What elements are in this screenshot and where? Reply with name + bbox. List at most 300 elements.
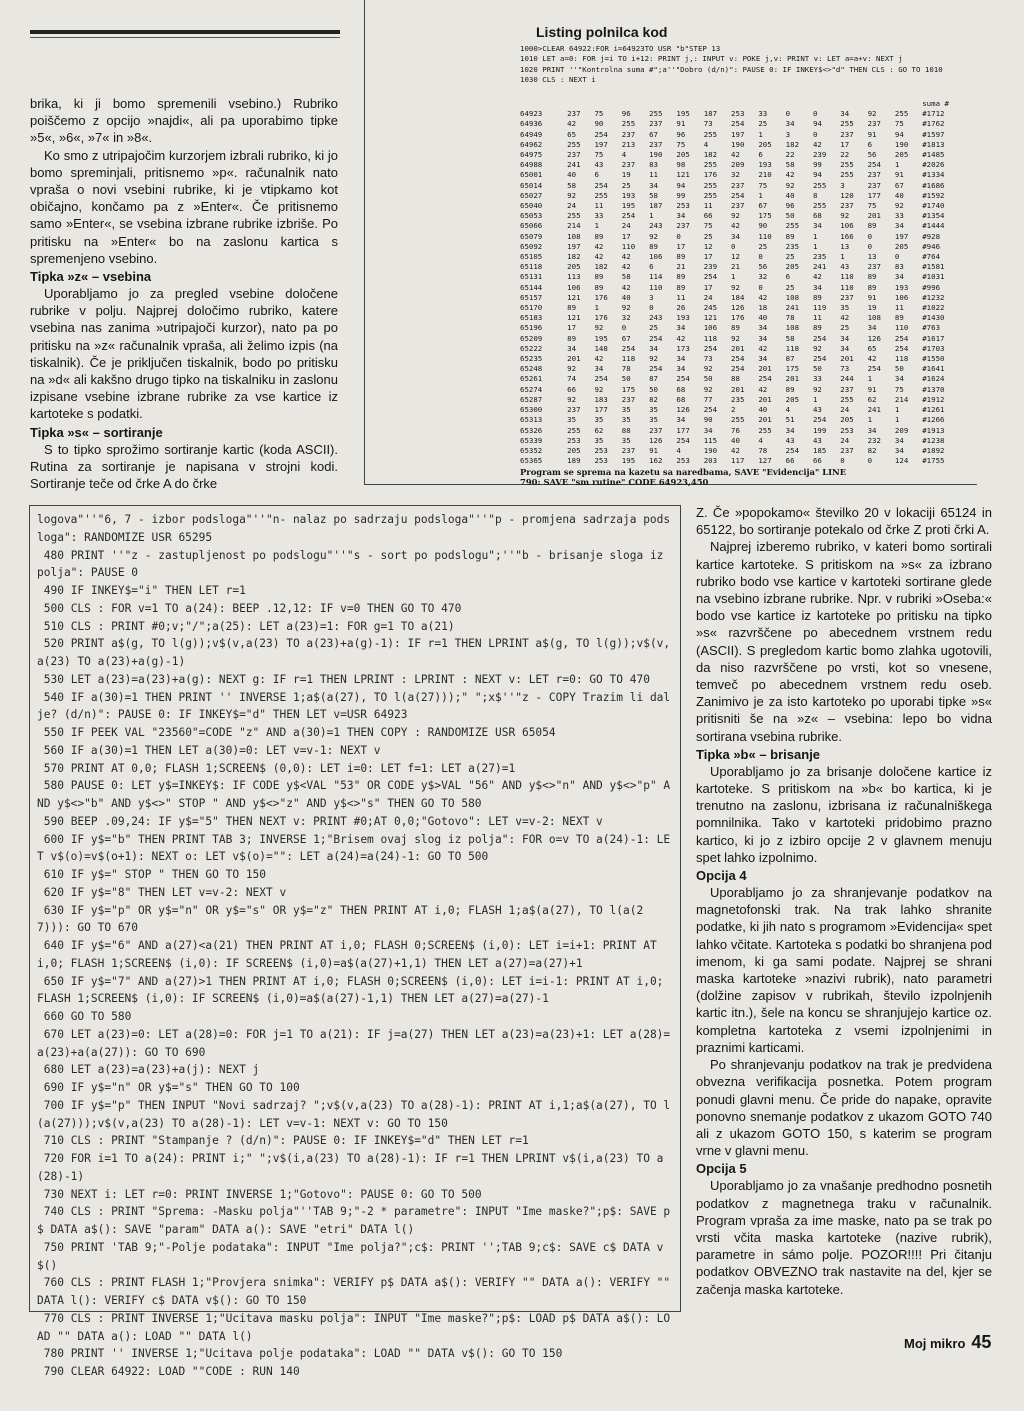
byte-cell: 254	[731, 190, 745, 200]
byte-cell: 253	[594, 456, 608, 466]
byte-cell: 197	[731, 129, 745, 139]
byte-cell: 254	[594, 374, 608, 384]
byte-cell: 94	[812, 119, 822, 129]
byte-cell: 42	[594, 241, 604, 251]
byte-cell: 148	[594, 343, 608, 353]
listing-footer-line: Program se sprema na kazetu sa naredbama, SAVE "Evidencija" LINE	[520, 467, 847, 477]
byte-cell: 78	[785, 313, 795, 323]
byte-cell: 237	[621, 160, 636, 170]
byte-cell: 210	[758, 170, 772, 180]
byte-cell: 4	[758, 435, 763, 445]
address-cell: 65352	[520, 445, 543, 455]
code-line: 620 IF y$="8" THEN LET v=v-2: NEXT v	[37, 885, 287, 899]
byte-cell: 255	[812, 201, 827, 211]
byte-cell: 89	[676, 282, 686, 292]
table-row	[520, 191, 972, 201]
address-cell: 65144	[520, 282, 543, 292]
byte-cell: 175	[621, 384, 636, 394]
byte-cell: 205	[785, 394, 800, 404]
byte-cell: 1	[840, 252, 845, 262]
byte-cell: 34	[785, 425, 795, 435]
address-cell: 65300	[520, 405, 543, 415]
byte-cell: 32	[758, 272, 768, 282]
byte-cell: 75	[594, 109, 604, 119]
byte-cell: 121	[567, 313, 581, 323]
byte-cell: 96	[785, 201, 795, 211]
byte-cell: 190	[703, 445, 718, 455]
byte-cell: 237	[840, 292, 854, 302]
section-heading: Opcija 4	[696, 868, 747, 884]
byte-cell: 237	[649, 425, 663, 435]
byte-cell: 66	[785, 456, 795, 466]
byte-cell: 89	[867, 282, 877, 292]
byte-cell: 237	[567, 150, 581, 160]
byte-cell: 92	[703, 384, 713, 394]
byte-cell: 19	[867, 303, 877, 313]
address-cell: 65118	[520, 262, 543, 272]
byte-cell: 34	[894, 221, 904, 231]
address-cell: 65183	[520, 313, 543, 323]
byte-cell: 255	[621, 119, 636, 129]
byte-cell: 42	[621, 262, 631, 272]
byte-cell: 11	[894, 303, 904, 313]
table-row	[520, 446, 972, 456]
byte-cell: 201	[867, 211, 881, 221]
checksum-cell: #1892	[922, 445, 945, 455]
byte-cell: 89	[785, 384, 795, 394]
code-line: 490 IF INKEY$="i" THEN LET r=1	[37, 584, 246, 597]
byte-cell: 0	[785, 109, 791, 119]
byte-cell: 42	[867, 354, 877, 364]
byte-cell: 195	[594, 333, 608, 343]
byte-cell: 232	[867, 435, 881, 445]
byte-cell: 255	[567, 139, 581, 149]
byte-cell: 1	[731, 272, 736, 282]
byte-cell: 65	[567, 129, 577, 139]
address-cell: 64923	[520, 109, 543, 119]
byte-cell: 17	[621, 231, 631, 241]
byte-cell: 65	[867, 343, 877, 353]
byte-cell: 254	[676, 435, 690, 445]
byte-cell: 43	[812, 435, 822, 445]
table-row	[520, 252, 972, 262]
byte-cell: 91	[867, 384, 877, 394]
byte-cell: 6	[594, 170, 599, 180]
checksum-cell: #1624	[922, 374, 945, 384]
byte-cell: 253	[594, 445, 608, 455]
byte-cell: 205	[567, 262, 581, 272]
byte-cell: 42	[731, 221, 740, 231]
table-row	[520, 232, 972, 242]
byte-cell: 237	[621, 129, 636, 139]
byte-cell: 2	[731, 405, 736, 415]
byte-cell: 25	[758, 119, 768, 129]
basic-listing	[37, 511, 677, 1381]
listing-header-line: 1010 LET a=0: FOR j=i TO i+12: PRINT j,: INPUT v: POKE j,v: PRINT v: LET a=a+v: NEXT j	[520, 54, 903, 64]
byte-cell: 187	[649, 201, 663, 211]
byte-cell: 77	[703, 394, 713, 404]
byte-cell: 73	[703, 354, 713, 364]
byte-cell: 51	[785, 415, 795, 425]
byte-cell: 92	[731, 211, 740, 221]
byte-cell: 89	[649, 241, 659, 251]
byte-cell: 50	[812, 364, 822, 374]
byte-cell: 195	[676, 109, 690, 119]
byte-cell: 213	[621, 139, 636, 149]
byte-cell: 255	[840, 394, 854, 404]
table-row	[520, 283, 972, 293]
byte-cell: 17	[676, 241, 686, 251]
byte-cell: 40	[758, 405, 768, 415]
address-cell: 65274	[520, 384, 543, 394]
byte-cell: 254	[703, 405, 718, 415]
byte-cell: 244	[840, 374, 854, 384]
byte-cell: 25	[703, 231, 713, 241]
byte-cell: 197	[894, 231, 909, 241]
byte-cell: 254	[812, 333, 827, 343]
checksum-cell: #1238	[922, 435, 945, 445]
byte-cell: 199	[812, 425, 827, 435]
byte-cell: 68	[676, 394, 686, 404]
byte-cell: 40	[894, 190, 904, 200]
byte-cell: 34	[894, 374, 904, 384]
byte-cell: 193	[894, 282, 909, 292]
byte-cell: 89	[567, 333, 577, 343]
byte-cell: 253	[567, 435, 581, 445]
byte-cell: 201	[731, 384, 745, 394]
byte-cell: 34	[676, 211, 686, 221]
byte-cell: 89	[594, 272, 604, 282]
code-line: 580 PAUSE 0: LET y$=INKEY$: IF CODE y$<VAL "53" OR CODE y$>VAL "56" AND y$<>"n" AND y$<>"p" AND y$<>"b" AND y$<>" STOP " AND y$<>"z" AND y$<>"s" THEN GO TO 580	[37, 779, 671, 810]
address-cell: 65066	[520, 221, 543, 231]
byte-cell: 42	[676, 333, 686, 343]
byte-cell: 106	[703, 323, 718, 333]
byte-cell: 237	[840, 129, 854, 139]
byte-cell: 34	[594, 364, 604, 374]
byte-cell: 25	[649, 323, 659, 333]
checksum-cell: #1266	[922, 415, 945, 425]
byte-cell: 1	[894, 415, 900, 425]
address-cell: 65131	[520, 272, 543, 282]
byte-cell: 40	[731, 435, 740, 445]
byte-cell: 1	[894, 405, 900, 415]
byte-cell: 127	[758, 456, 772, 466]
address-cell: 65209	[520, 333, 543, 343]
listing-footer-line: 790: SAVE "sm rutine" CODE 64923,450	[520, 477, 709, 487]
byte-cell: 92	[703, 364, 713, 374]
byte-cell: 118	[894, 354, 909, 364]
byte-cell: 255	[567, 211, 581, 221]
byte-cell: 253	[676, 456, 690, 466]
byte-cell: 0	[840, 456, 845, 466]
byte-cell: 243	[649, 221, 663, 231]
byte-cell: 42	[785, 170, 795, 180]
address-cell: 65235	[520, 354, 543, 364]
byte-cell: 92	[812, 343, 822, 353]
byte-cell: 43	[785, 435, 795, 445]
address-cell: 65170	[520, 303, 543, 313]
machine-code-table	[520, 99, 972, 466]
byte-cell: 34	[758, 354, 768, 364]
byte-cell: 25	[785, 282, 795, 292]
byte-cell: 175	[758, 211, 772, 221]
byte-cell: 245	[703, 303, 718, 313]
address-cell: 65105	[520, 252, 543, 262]
byte-cell: 205	[785, 262, 800, 272]
byte-cell: 89	[894, 313, 904, 323]
byte-cell: 89	[812, 292, 822, 302]
byte-cell: 89	[731, 323, 740, 333]
byte-cell: 1	[812, 231, 818, 241]
byte-cell: 42	[758, 384, 768, 394]
code-line: 700 IF y$="p" THEN INPUT "Novi sadrzaj? ";v$(v,a(23) TO a(28)-1): PRINT AT i,1;a$(a(27), TO l(a(27)));v$(v,a(23) TO a(28)-1): LET v=v-1: NEXT v: GO TO 150	[37, 1098, 671, 1130]
byte-cell: 87	[785, 354, 795, 364]
byte-cell: 34	[867, 323, 877, 333]
byte-cell: 255	[840, 170, 854, 180]
checksum-cell: #1813	[922, 139, 945, 149]
byte-cell: 0	[894, 252, 900, 262]
checksum-cell: #763	[922, 323, 941, 333]
byte-cell: 254	[731, 364, 745, 374]
byte-cell: 254	[703, 272, 718, 282]
byte-cell: 254	[867, 160, 881, 170]
byte-cell: 11	[594, 201, 604, 211]
left-column-text	[30, 95, 338, 492]
byte-cell: 255	[567, 425, 581, 435]
code-line: 550 IF PEEK VAL "23560"=CODE "z" AND a(30)=1 THEN COPY : RANDOMIZE USR 65054	[37, 726, 556, 739]
byte-cell: 12	[703, 241, 713, 251]
byte-cell: 24	[621, 221, 631, 231]
byte-cell: 126	[731, 303, 745, 313]
byte-cell: 237	[840, 445, 854, 455]
code-line: 540 IF a(30)=1 THEN PRINT '' INVERSE 1;a$(a(27), TO l(a(27)));" ";x$''"z - COPY Trazim li dalje? (d/n)": PAUSE 0: IF INKEY$="d" THEN LET v=USR 64923	[37, 690, 671, 722]
paragraph: Najprej izberemo rubriko, v kateri bomo sortirali kartice kartoteke. S pritiskom na »s« za izbrano rubriko bodo vse kartice v kartoteki sortirane glede na vsebino izbrane rubrike. Npr. v rubriki »Oseba:« bodo vse kartice iz kartoteke po pritisku na tipko »s« razvrščene po abecednem vrstnem redu (ASCII). S pregledom kartic bomo zlahka ugotovili, da niso razvrščene po vrsti, kot so vnesene, temveč po abecednem vrstnem redu oseb. Zanimivo je za isto kartoteko po uporabi tipke »s« pritisniti še na »z« – vsebina: lepo bo vidna sortirana vsebina rubrike.	[696, 539, 992, 744]
code-line: 660 GO TO 580	[37, 1010, 132, 1023]
byte-cell: 33	[758, 109, 768, 119]
byte-cell: 241	[567, 160, 581, 170]
byte-cell: 176	[703, 170, 718, 180]
byte-cell: 33	[894, 211, 904, 221]
byte-cell: 254	[894, 343, 909, 353]
byte-cell: 92	[621, 303, 631, 313]
byte-cell: 75	[594, 150, 604, 160]
byte-cell: 35	[649, 415, 659, 425]
byte-cell: 21	[731, 262, 740, 272]
byte-cell: 176	[594, 292, 608, 302]
byte-cell: 255	[758, 425, 772, 435]
code-line: 520 PRINT a$(g, TO l(g));v$(v,a(23) TO a(23)+a(g)-1): IF r=1 THEN LPRINT a$(g, TO l(g));v$(v,a(23) TO a(23)+a(g)-1)	[37, 637, 671, 668]
table-row	[520, 334, 972, 344]
byte-cell: 89	[676, 252, 686, 262]
byte-cell: 89	[867, 221, 877, 231]
checksum-cell: #996	[922, 282, 941, 292]
code-line: 780 PRINT '' INVERSE 1;"Ucitava polje podataka": LOAD "" DATA v$(): GO TO 150	[37, 1347, 563, 1361]
checksum-cell: #928	[922, 231, 941, 241]
byte-cell: 108	[785, 323, 800, 333]
paragraph: S to tipko sprožimo sortiranje kartic (koda ASCII). Rutina za sortiranje je napisana v strojni kodi. Sortiranje teče od črke A do črke	[30, 441, 338, 492]
section-heading: Tipka »z« – vsebina	[30, 269, 152, 285]
byte-cell: 0	[867, 241, 873, 251]
code-line: 720 FOR i=1 TO a(24): PRINT i;" ";v$(i,a(23) TO a(28)-1): IF r=1 THEN LPRINT v$(i,a(23) TO a(28)-1)	[37, 1152, 664, 1183]
section-heading: Tipka »s« – sortiranje	[30, 424, 163, 440]
byte-cell: 42	[731, 150, 740, 160]
byte-cell: 34	[649, 180, 659, 190]
byte-cell: 58	[785, 333, 795, 343]
address-cell: 65261	[520, 374, 543, 384]
checksum-cell: #1232	[922, 292, 945, 302]
byte-cell: 12	[731, 252, 740, 262]
byte-cell: 1	[867, 415, 873, 425]
byte-cell: 22	[785, 150, 795, 160]
byte-cell: 89	[567, 303, 577, 313]
listing-header-line: 1000>CLEAR 64922:FOR i=64923TO USR "b"STEP 13	[520, 44, 721, 53]
byte-cell: 89	[594, 282, 604, 292]
byte-cell: 32	[731, 170, 740, 180]
byte-cell: 82	[649, 394, 659, 404]
byte-cell: 205	[567, 445, 581, 455]
byte-cell: 189	[567, 456, 581, 466]
byte-cell: 162	[649, 456, 663, 466]
paragraph: Po shranjevanju podatkov na trak je predvidena obvezna verifikacija posnetka. Potem program ponudi glavni menu. Če pride do napake, opravite ponovno snemanje podatkov z ukazom GOTO 740 ali z ukazom GOTO 150, s katerim se program vrne v glavni menu.	[696, 1057, 992, 1159]
byte-cell: 1	[812, 394, 818, 404]
byte-cell: 6	[867, 139, 873, 149]
byte-cell: 117	[731, 456, 745, 466]
checksum-cell: #1581	[922, 262, 945, 272]
byte-cell: 177	[867, 190, 881, 200]
byte-cell: 42	[758, 343, 768, 353]
byte-cell: 67	[621, 333, 631, 343]
byte-cell: 243	[649, 313, 663, 323]
byte-cell: 0	[867, 231, 873, 241]
byte-cell: 17	[703, 252, 713, 262]
byte-cell: 197	[594, 139, 608, 149]
byte-cell: 255	[731, 415, 745, 425]
table-row	[520, 395, 972, 405]
address-cell: 65326	[520, 425, 543, 435]
byte-cell: 201	[840, 354, 854, 364]
byte-cell: 166	[840, 231, 854, 241]
code-line: 730 NEXT i: LET r=0: PRINT INVERSE 1;"Gotovo": PAUSE 0: GO TO 500	[37, 1187, 482, 1201]
byte-cell: 175	[785, 364, 800, 374]
byte-cell: 58	[567, 180, 577, 190]
byte-cell: 255	[812, 180, 827, 190]
byte-cell: 237	[676, 221, 690, 231]
byte-cell: 235	[731, 394, 745, 404]
byte-cell: 113	[567, 272, 581, 282]
byte-cell: 3	[785, 129, 791, 139]
byte-cell: 0	[621, 323, 627, 333]
byte-cell: 237	[867, 170, 881, 180]
code-line: 790 CLEAR 64922: LOAD ""CODE : RUN 140	[37, 1365, 300, 1378]
byte-cell: 110	[840, 282, 854, 292]
byte-cell: 89	[812, 323, 822, 333]
byte-cell: 99	[812, 160, 822, 170]
byte-cell: 13	[867, 252, 877, 262]
byte-cell: 73	[840, 364, 850, 374]
byte-cell: 25	[758, 241, 768, 251]
byte-cell: 185	[812, 445, 827, 455]
byte-cell: 254	[676, 374, 690, 384]
byte-cell: 40	[567, 170, 577, 180]
byte-cell: 1	[649, 211, 654, 221]
address-cell: 65040	[520, 201, 543, 211]
address-cell: 64962	[520, 139, 543, 149]
byte-cell: 1	[867, 374, 873, 384]
table-row	[520, 242, 972, 252]
address-cell: 65339	[520, 435, 543, 445]
byte-cell: 91	[867, 292, 877, 302]
byte-cell: 11	[812, 313, 822, 323]
byte-cell: 195	[621, 201, 636, 211]
byte-cell: 121	[567, 292, 581, 302]
byte-cell: 92	[594, 323, 604, 333]
listing-header-code	[520, 44, 972, 85]
byte-cell: 22	[840, 150, 850, 160]
byte-cell: 33	[812, 374, 822, 384]
byte-cell: 32	[621, 313, 631, 323]
byte-cell: 68	[676, 384, 686, 394]
byte-cell: 98	[676, 160, 686, 170]
byte-cell: 254	[731, 119, 745, 129]
code-line: 630 IF y$="p" OR y$="n" OR y$="s" OR y$="z" THEN PRINT AT i,0; FLASH 1;a$(a(27), TO l(a(27))): GO TO 670	[37, 903, 644, 935]
table-row	[520, 436, 972, 446]
byte-cell: 43	[594, 160, 604, 170]
byte-cell: 33	[594, 211, 604, 221]
code-line: 760 CLS : PRINT FLASH 1;"Provjera snimka": VERIFY p$ DATA a$(): VERIFY "" DATA a(): VERIFY "" DATA l(): VERIFY c$ DATA v$(): GO TO 150	[37, 1276, 677, 1307]
byte-cell: 26	[676, 303, 686, 313]
paragraph: Uporabljamo jo za pregled vsebine določene rubrike v polju. Najprej določimo rubriko, katere vsebina nas zanima »utripajoči kurzor), nato pa po pritisku na »z« računalnik vpraša, ali želimo izpis (na tiskalnik). Če je priključen tiskalnik, bodo po pritisku na »d« ali kakšno drugo tipko na tiskalniku in zaslonu izpisane vsebine izbrane rubrike za vse kartice iz kartoteke s podatki.	[30, 286, 338, 422]
byte-cell: 126	[867, 333, 881, 343]
byte-cell: 205	[894, 241, 909, 251]
byte-cell: 34	[785, 119, 795, 129]
byte-cell: 58	[649, 190, 659, 200]
byte-cell: 21	[676, 262, 686, 272]
byte-cell: 92	[894, 201, 904, 211]
byte-cell: 209	[731, 160, 745, 170]
byte-cell: 34	[867, 425, 877, 435]
byte-cell: 91	[676, 119, 686, 129]
byte-cell: 197	[567, 241, 581, 251]
byte-cell: 8	[812, 190, 818, 200]
byte-cell: 106	[649, 252, 663, 262]
byte-cell: 190	[894, 139, 909, 149]
checksum-cell: #1703	[922, 343, 945, 353]
byte-cell: 4	[785, 405, 791, 415]
byte-cell: 1	[594, 303, 599, 313]
byte-cell: 237	[621, 445, 636, 455]
checksum-cell: #1592	[922, 190, 945, 200]
byte-cell: 67	[758, 201, 768, 211]
byte-cell: 114	[649, 272, 663, 282]
address-cell: 65001	[520, 170, 543, 180]
byte-cell: 42	[621, 252, 631, 262]
byte-cell: 121	[703, 313, 718, 323]
byte-cell: 4	[703, 139, 709, 149]
checksum-cell: #1762	[922, 119, 945, 129]
byte-cell: 89	[867, 272, 877, 282]
byte-cell: 237	[649, 139, 663, 149]
byte-cell: 58	[621, 272, 631, 282]
byte-cell: 4	[676, 445, 681, 455]
byte-cell: 0	[758, 282, 763, 292]
byte-cell: 254	[867, 364, 881, 374]
byte-cell: 82	[867, 445, 877, 455]
table-row	[520, 119, 972, 129]
byte-cell: 83	[649, 160, 659, 170]
byte-cell: 241	[867, 405, 881, 415]
byte-cell: 25	[840, 323, 850, 333]
byte-cell: 92	[867, 109, 877, 119]
